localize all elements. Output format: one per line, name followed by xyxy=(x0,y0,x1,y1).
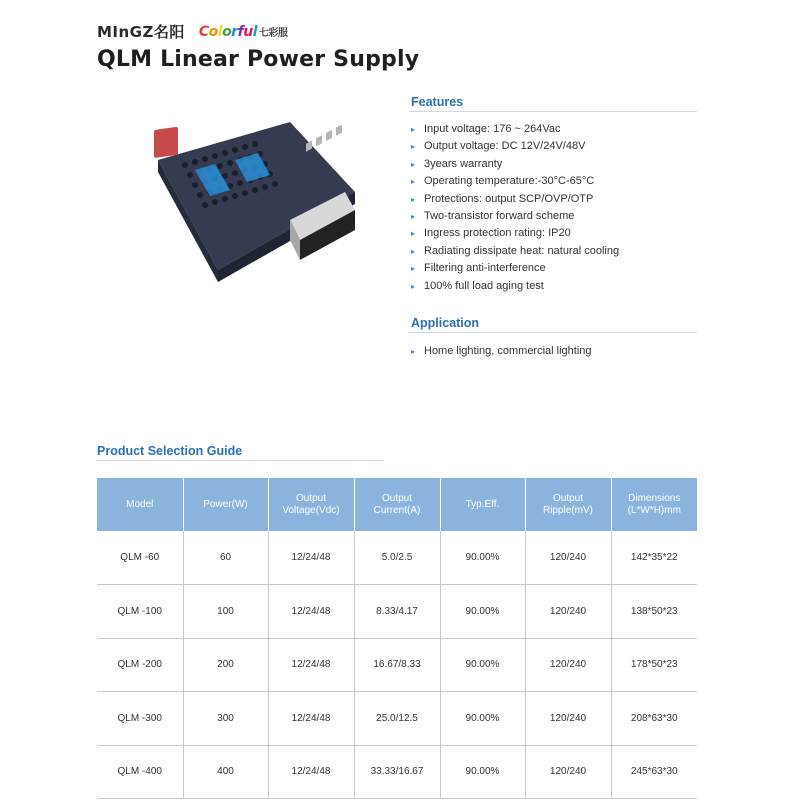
table-cell: 12/24/48 xyxy=(268,638,354,692)
colorful-logo-letter: u xyxy=(243,23,253,40)
table-cell: 90.00% xyxy=(440,745,525,799)
header-text: Output xyxy=(295,492,327,504)
application-list xyxy=(411,343,592,360)
header-text: Current(A) xyxy=(373,504,421,516)
features-list-item: ▸ 3years warranty xyxy=(411,156,619,173)
features-divider xyxy=(409,111,697,112)
features-list-item: ▸ 100% full load aging test xyxy=(411,278,619,295)
table-cell: 120/240 xyxy=(525,585,611,639)
header-text: Ripple(mV) xyxy=(542,504,593,516)
table-cell: QLM -200 xyxy=(97,638,183,692)
colorful-logo-letter: o xyxy=(208,23,218,40)
header-text: Voltage(Vdc) xyxy=(282,504,340,516)
table-cell: 120/240 xyxy=(525,638,611,692)
table-cell: 8.33/4.17 xyxy=(354,585,440,639)
table-cell: 245*63*30 xyxy=(611,745,697,799)
table-row xyxy=(97,692,697,746)
table-cell: 120/240 xyxy=(525,692,611,746)
column-header-dimensions xyxy=(611,478,697,531)
column-header-model xyxy=(97,478,183,531)
column-header-output-voltage xyxy=(268,478,354,531)
colorful-logo-letter: r xyxy=(231,23,238,40)
table-cell: 12/24/48 xyxy=(268,531,354,585)
table-row xyxy=(97,745,697,799)
table-row xyxy=(97,531,697,585)
application-list-item: ▸ Home lighting, commercial lighting xyxy=(411,343,592,360)
product-image xyxy=(140,120,355,290)
features-list-item: ▸ Input voltage: 176 ~ 264Vac xyxy=(411,121,619,138)
column-header-power xyxy=(183,478,268,531)
table-cell: 60 xyxy=(183,531,268,585)
features-heading: Features xyxy=(411,95,464,109)
colorful-logo xyxy=(199,24,288,40)
page-title: QLM Linear Power Supply xyxy=(97,47,420,72)
header-text: Output xyxy=(381,492,413,504)
table-cell: 25.0/12.5 xyxy=(354,692,440,746)
features-list-item: ▸ Operating temperature:-30°C-65°C xyxy=(411,173,619,190)
colorful-logo-letter: l xyxy=(217,23,223,40)
table-cell: 300 xyxy=(183,692,268,746)
header-text: Output xyxy=(552,492,584,504)
features-list-item: ▸ Two-transistor forward scheme xyxy=(411,208,619,225)
table-cell: 16.67/8.33 xyxy=(354,638,440,692)
header-text: Power(W) xyxy=(203,498,248,510)
table-cell: 100 xyxy=(183,585,268,639)
header-text: Dimensions xyxy=(628,492,681,504)
features-list-item: ▸ Radiating dissipate heat: natural cooling xyxy=(411,243,619,260)
features-list-item: ▸ Protections: output SCP/OVP/OTP xyxy=(411,191,619,208)
table-row xyxy=(97,638,697,692)
table-cell: 200 xyxy=(183,638,268,692)
header-text: Model xyxy=(126,498,154,510)
table-cell: 12/24/48 xyxy=(268,692,354,746)
features-list xyxy=(411,121,619,295)
selection-guide-title: Product Selection Guide xyxy=(97,444,243,458)
table-cell: QLM -400 xyxy=(97,745,183,799)
colorful-logo-cn: 七彩服 xyxy=(259,27,288,39)
table-row xyxy=(97,585,697,639)
table-cell: 33.33/16.67 xyxy=(354,745,440,799)
features-list-item: ▸ Filtering anti-interference xyxy=(411,260,619,277)
application-divider xyxy=(409,332,697,333)
table-cell: QLM -300 xyxy=(97,692,183,746)
colorful-logo-letter: l xyxy=(252,23,258,40)
mingz-logo: MInGZ名阳 xyxy=(97,23,185,41)
table-cell: 90.00% xyxy=(440,692,525,746)
table-cell: 142*35*22 xyxy=(611,531,697,585)
brand-header xyxy=(97,21,288,42)
table-cell: 208*63*30 xyxy=(611,692,697,746)
application-heading: Application xyxy=(411,316,480,330)
column-header-typ-eff xyxy=(440,478,525,531)
table-cell: 120/240 xyxy=(525,745,611,799)
selection-guide-table xyxy=(97,478,697,799)
table-cell: QLM -100 xyxy=(97,585,183,639)
features-list-item: ▸ Ingress protection rating: IP20 xyxy=(411,225,619,242)
table-cell: 400 xyxy=(183,745,268,799)
selection-guide-divider xyxy=(97,460,383,461)
table-cell: 5.0/2.5 xyxy=(354,531,440,585)
colorful-logo-letter: f xyxy=(237,23,244,40)
colorful-logo-letter: o xyxy=(222,23,232,40)
table-cell: 90.00% xyxy=(440,531,525,585)
table-header-row xyxy=(97,478,697,531)
table-cell: QLM -60 xyxy=(97,531,183,585)
header-text: (L*W*H)mm xyxy=(627,504,681,516)
table-cell: 138*50*23 xyxy=(611,585,697,639)
column-header-output-ripple xyxy=(525,478,611,531)
table-cell: 90.00% xyxy=(440,638,525,692)
table-cell: 178*50*23 xyxy=(611,638,697,692)
table-cell: 120/240 xyxy=(525,531,611,585)
header-text: Typ.Eff. xyxy=(465,498,500,510)
table-cell: 12/24/48 xyxy=(268,585,354,639)
colorful-logo-letter: C xyxy=(198,23,209,40)
table-cell: 90.00% xyxy=(440,585,525,639)
table-cell: 12/24/48 xyxy=(268,745,354,799)
features-list-item: ▸ Output voltage: DC 12V/24V/48V xyxy=(411,138,619,155)
column-header-output-current xyxy=(354,478,440,531)
